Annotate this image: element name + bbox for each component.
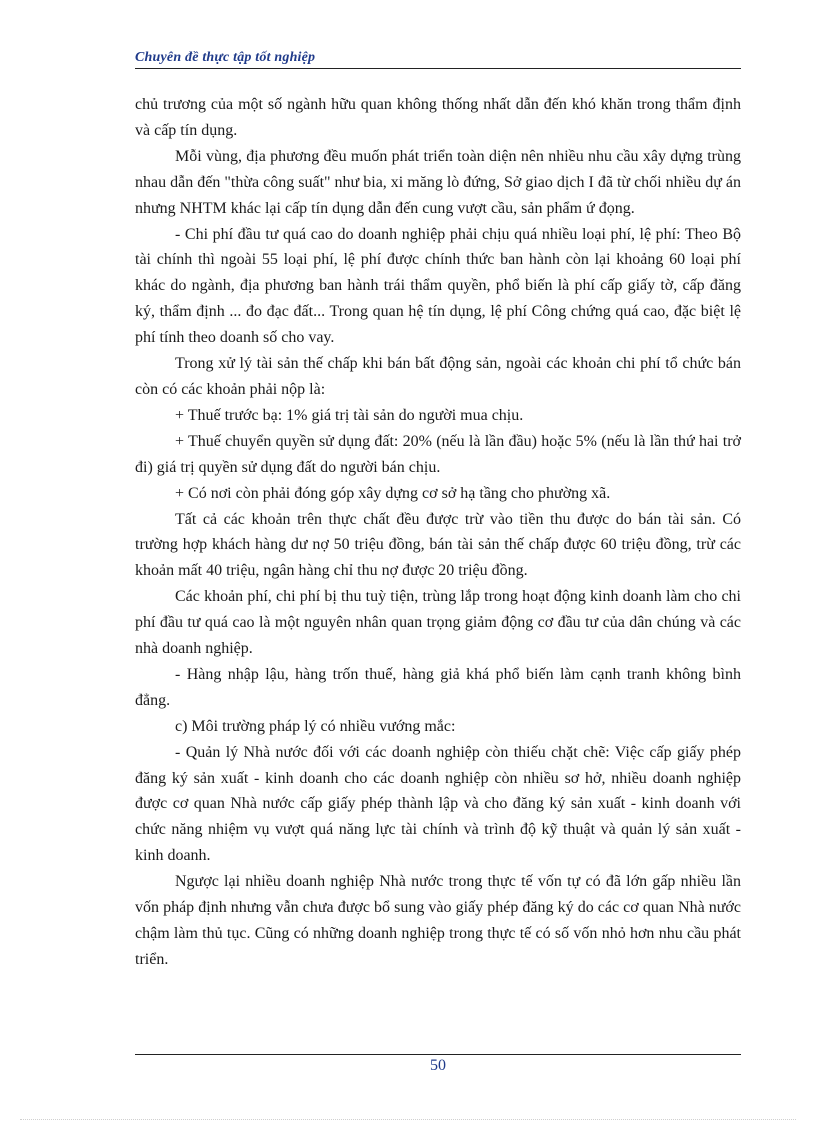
list-item: + Thuế chuyển quyền sử dụng đất: 20% (nếu là lần đầu) hoặc 5% (nếu là lần thứ hai trở đi) giá trị quyền sử dụng đất do người bán chịu. [135, 432, 741, 476]
paragraph: Tất cả các khoản trên thực chất đều được trừ vào tiền thu được do bán tài sản. Có trường hợp khách hàng dư nợ 50 triệu đồng, bán tài sản thế chấp được 60 triệu đồng, trừ các khoản mất 40 triệu, ngân hàng chỉ thu nợ được 20 triệu đồng. [135, 510, 741, 580]
paragraph: Mỗi vùng, địa phương đều muốn phát triển toàn diện nên nhiều nhu cầu xây dựng trùng nhau dẫn đến "thừa công suất" như bia, xi măng lò đứng, Sở giao dịch I đã từ chối nhiều dự án nhưng NHTM khác lại cấp tín dụng dẫn đến cung vượt cầu, sản phẩm ứ đọng. [135, 147, 741, 217]
paragraph: chủ trương của một số ngành hữu quan không thống nhất dẫn đến khó khăn trong thẩm định và cấp tín dụng. [135, 96, 741, 139]
page-edge-divider [20, 1119, 796, 1120]
paragraph: - Chi phí đầu tư quá cao do doanh nghiệp phải chịu quá nhiều loại phí, lệ phí: Theo Bộ tài chính thì ngoài 55 loại phí, lệ phí được chính thức ban hành còn lại khoảng 60 loại phí khác do ngành, địa phương ban hành trái thẩm quyền, phổ biến là phí cấp giấy tờ, cấp đăng ký, thẩm định ... đo đạc đất... Trong quan hệ tín dụng, lệ phí Công chứng quá cao, đặc biệt lệ phí tính theo doanh số cho vay. [135, 225, 741, 347]
header-title: Chuyên đề thực tập tốt nghiệp [135, 50, 316, 65]
paragraph: - Hàng nhập lậu, hàng trốn thuế, hàng giả khá phổ biến làm cạnh tranh không bình đẳng. [135, 665, 741, 709]
page-number: 50 [430, 1057, 446, 1074]
list-item: + Có nơi còn phải đóng góp xây dựng cơ sở hạ tầng cho phường xã. [175, 484, 611, 502]
list-item: + Thuế trước bạ: 1% giá trị tài sản do người mua chịu. [175, 406, 524, 424]
footer-divider [135, 1054, 741, 1055]
paragraph: - Quản lý Nhà nước đối với các doanh nghiệp còn thiếu chặt chẽ: Việc cấp giấy phép đăng ký sản xuất - kinh doanh cho các doanh nghiệp còn nhiều sơ hở, nhiều doanh nghiệp được cơ quan Nhà nước cấp giấy phép thành lập và cho đăng ký sản xuất - kinh doanh với chức năng nhiệm vụ vượt quá năng lực tài chính và trình độ kỹ thuật và quản lý sản xuất - kinh doanh. [135, 743, 741, 865]
paragraph: Các khoản phí, chi phí bị thu tuỳ tiện, trùng lắp trong hoạt động kinh doanh làm cho chi phí đầu tư quá cao là một nguyên nhân quan trọng giảm động cơ đầu tư của dân chúng và các nhà doanh nghiệp. [135, 588, 741, 658]
page-header [135, 48, 741, 69]
document-body [135, 92, 741, 973]
paragraph: Ngược lại nhiều doanh nghiệp Nhà nước trong thực tế vốn tự có đã lớn gấp nhiều lần vốn pháp định nhưng vẫn chưa được bổ sung vào giấy phép đăng ký do các cơ quan Nhà nước chậm làm thủ tục. Cũng có những doanh nghiệp trong thực tế có số vốn nhỏ hơn nhu cầu phát triển. [135, 873, 741, 968]
section-heading: c) Môi trường pháp lý có nhiều vướng mắc: [175, 717, 456, 735]
paragraph: Trong xử lý tài sản thế chấp khi bán bất động sản, ngoài các khoản chi phí tổ chức bán còn có các khoản phải nộp là: [135, 355, 741, 398]
